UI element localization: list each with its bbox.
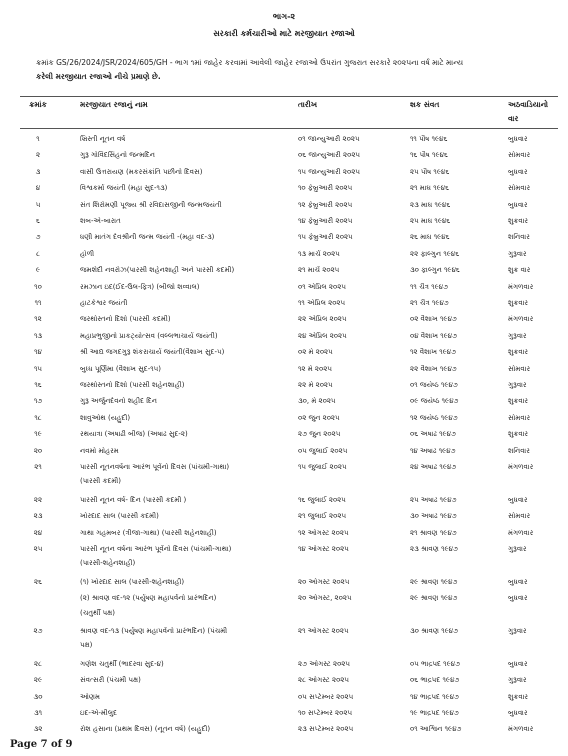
holiday-date: ૨૭ ઓગસ્ટ ૨૦૨૫: [298, 659, 351, 668]
holiday-date: ૨૨ એપ્રિલ ૨૦૨૫: [298, 315, 347, 324]
row-number: ૨૧: [34, 463, 42, 471]
shaka-samvat: ૩૦ અષાઢ ૧૯૪૭: [410, 512, 457, 521]
row-number: ૧૪: [34, 348, 42, 357]
holiday-name: ધણી માતંગ દેવશ્રીની જન્મ જયંતી -(મહા વદ-૩): [80, 233, 215, 242]
holiday-name: પારસી નૂતન વર્ષ- દિન (પારસી કદમી ): [80, 495, 187, 504]
holiday-date: ૨૨ મે ૨૦૨૫: [298, 381, 333, 389]
holiday-name: હાટકેશ્વર જયંતી: [80, 299, 128, 307]
table-row: [0, 529, 568, 547]
shaka-samvat: ૧૧ ચૈત્ર ૧૯૪૭: [410, 282, 448, 291]
shaka-samvat: ૦૯ જયેષ્ઠ ૧૯૪૭: [410, 397, 459, 406]
row-number: ૧૩: [33, 331, 43, 340]
shaka-samvat: ૧૨ જયેષ્ઠ ૧૯૪૭: [410, 413, 458, 422]
table-row: [0, 414, 568, 432]
weekday: બુધવાર: [508, 495, 528, 504]
row-number: ૫: [35, 200, 41, 209]
row-number: ૯: [35, 266, 41, 275]
holiday-date: ૨૭ જુન ૨૦૨૫: [298, 430, 341, 439]
shaka-samvat: ૨૧ ચૈત્ર ૧૯૪૭: [410, 299, 449, 307]
holiday-name: શબ-એ-બારાત: [80, 217, 121, 225]
holiday-name: (૧) ખોરદાદ સાલ (પારસી-શહેનશાહી): [80, 577, 185, 586]
holiday-name: નવમો મોહરમ: [80, 446, 119, 455]
shaka-samvat: ૨૯ શ્રાવણ ૧૯૪૭: [410, 577, 458, 586]
holiday-date: ૨૦ ઓગસ્ટ ૨૦૨૫: [298, 577, 350, 586]
table-row: [0, 512, 568, 530]
weekday: મંગળવાર: [508, 528, 534, 537]
holiday-date: ૧૦ ફેબ્રુઆરી ૨૦૨૫: [298, 184, 353, 193]
shaka-samvat: ૦૫ ભાદ્રપદ ૧૯૪૭: [410, 659, 460, 668]
header-day-2: વાર: [508, 114, 519, 123]
holiday-date: ૧૨ ઓગસ્ટ ૨૦૨૫: [298, 528, 349, 537]
shaka-samvat: ૨૨ વૈશાખ ૧૯૪૭: [410, 364, 457, 373]
row-number: ૨૩: [33, 512, 43, 521]
holiday-name: ગણેશ ચતુર્થી (ભાદરવા સુદ-૪): [80, 659, 164, 668]
shaka-samvat: ૦૪ વૈશાખ ૧૯૪૭: [410, 331, 458, 340]
row-number: ૧૧: [34, 299, 42, 307]
table-row: [0, 332, 568, 350]
weekday: ગુરૂવાર: [508, 381, 527, 389]
table-row: [0, 168, 568, 186]
weekday: ગુરૂવાર: [508, 676, 527, 685]
holiday-name: ગુરૂ ગોવિંદસિંહનો જન્મદિન: [80, 151, 155, 160]
shaka-samvat: ૦૧ જયેષ્ઠ ૧૯૪૭: [410, 381, 458, 389]
weekday: મંગળવાર: [508, 315, 534, 324]
holiday-date: ૦૧ એપ્રિલ ૨૦૨૫: [298, 282, 346, 291]
weekday: શનિવાર: [508, 446, 530, 455]
page-footer: Page 7 of 9: [10, 739, 73, 750]
table-row: [0, 365, 568, 383]
row-number: ૧: [36, 135, 40, 143]
holiday-date: ૨૦ ઓગસ્ટ, ૨૦૨૫: [298, 594, 352, 603]
table-top-rule: [20, 96, 558, 97]
table-row: [0, 201, 568, 219]
weekday: બુધવાર: [508, 659, 528, 668]
weekday: મંગળવાર: [508, 463, 534, 471]
weekday: શુક્રવાર: [508, 299, 529, 307]
holiday-name: પારસી નૂતન વર્ષના આરંભ પૂર્વેનો દિવસ (પાંચમી-ગાથા): [80, 545, 232, 553]
holiday-name: સંવત્સરી (પંચમી પક્ષ): [80, 676, 141, 685]
header-name: મરજીયાત રજાનું નામ: [80, 100, 148, 109]
table-row: [0, 578, 568, 596]
row-number: ૧૫: [33, 364, 43, 373]
weekday: મંગળવાર: [508, 725, 534, 734]
holiday-name-continued: (પારસી કદમી): [80, 477, 122, 486]
shaka-samvat: ૩૦ ફાલ્ગુન ૧૯૪૬: [410, 266, 460, 275]
table-row: [0, 381, 568, 399]
row-number: ૧૨: [34, 315, 42, 324]
row-number: ૮: [36, 249, 40, 258]
shaka-samvat: ૨૯ શ્રાવણ ૧૯૪૭: [410, 594, 458, 603]
shaka-samvat: ૨૧ માઘ ૧૯૪૬: [410, 184, 450, 193]
holiday-name-continued: (પારસી-શહેનશાહી): [80, 559, 136, 568]
shaka-samvat: ૦૨ વૈશાખ ૧૯૪૭: [410, 315, 457, 324]
weekday: સોમવાર: [508, 413, 531, 422]
shaka-samvat: ૦૧ આશ્વિન ૧૯૪૭: [410, 725, 462, 734]
table-row: [0, 725, 568, 743]
header-date: તારીખ: [298, 100, 317, 109]
shaka-samvat: ૦૬ અષાઢ ૧૯૪૭: [410, 430, 456, 439]
holiday-name: પારસી નૂતનવર્ષના આરંભ પૂર્વેનો દિવસ (પાંચમી-ગાથા): [80, 463, 230, 471]
table-header: [0, 98, 568, 126]
weekday: શુક્રવાર: [508, 692, 529, 701]
holiday-name: ઓણમ: [80, 692, 100, 701]
row-number: ૨: [35, 151, 41, 160]
shaka-samvat: ૧૬ પૌષ ૧૯૪૬: [410, 151, 448, 160]
table-row: [0, 709, 568, 727]
holiday-date: ૦૫ જુલાઈ ૨૦૨૫: [298, 446, 348, 455]
holiday-name: ગાથા ગહમબર (ત્રીજા-ગાથા) (પારસી શહેનશાહી): [80, 528, 217, 537]
holiday-date: ૧૨ મે ૨૦૨૫: [298, 364, 332, 373]
holiday-name: ઇદ-એ-મીલુદ: [80, 709, 117, 717]
table-row: [0, 430, 568, 448]
holiday-name: રમઝાન ઇદ(ઈદ-ઉલ-ફિત્ર) (બીજો શવ્વાલ): [80, 282, 200, 291]
holiday-date: ૨૩ સપ્ટેમ્બર ૨૦૨૫: [298, 725, 354, 734]
row-number: ૧૬: [34, 381, 42, 389]
shaka-samvat: ૧૯ ભાદ્રપદ ૧૯૪૭: [410, 709, 459, 717]
weekday: બુધવાર: [508, 167, 528, 176]
holiday-name: સંત શિરોમણી પૂજ્ય શ્રી રવિદાસજીની જન્મજયંતી: [80, 200, 222, 209]
weekday: બુધવાર: [508, 135, 528, 143]
shaka-samvat: ૨૧ શ્રાવણ ૧૯૪૭: [410, 528, 457, 537]
table-row: [0, 660, 568, 678]
holiday-date: ૨૪ એપ્રિલ ૨૦૨૫: [298, 331, 347, 340]
holiday-date: ૧૨ ફેબ્રુઆરી ૨૦૨૫: [298, 200, 353, 209]
holiday-date: ૧૩ માર્ચ ૨૦૨૫: [298, 249, 340, 258]
holiday-name: ખ્રિસ્તી નૂતન વર્ષ: [80, 135, 126, 143]
shaka-samvat: ૨૩ શ્રાવણ ૧૯૪૭: [410, 545, 458, 553]
holiday-name: મહાપ્રભુજીનો પ્રાકટ્યોત્સવ (વલ્લભાચાર્ય જયંતી): [80, 331, 218, 340]
intro-line-1: ક્રમાંક GS/26/2024/JSR/2024/605/GH - ભાગ ૧માં જાહેર કરવામાં આવેલી જાહેર રજાઓ ઉપરાંત ગુજરાત સરકારે ૨૦૨૫ના વર્ષ માટે માન્ય: [36, 58, 464, 67]
table-row: [0, 676, 568, 694]
holiday-name: જમશેદી નવરોઝ(પારસી શહેનશાહી અને પારસી કદમી): [80, 266, 235, 275]
table-row: [0, 184, 568, 202]
row-number: ૪: [35, 184, 41, 193]
table-row: [0, 447, 568, 465]
table-row: [0, 233, 568, 251]
holiday-name: રોશ હસાના (પ્રથમ દિવસ) (નૂતન વર્ષ) (યહુદી): [80, 725, 211, 734]
shaka-samvat: ૨૫ પૌષ ૧૯૪૬: [410, 167, 450, 176]
intro-line-2: કરેલી મરજીયાત રજાઓ નીચે પ્રમાણે છે.: [36, 72, 161, 81]
shaka-samvat: ૨૩ માઘ ૧૯૪૬: [410, 200, 451, 209]
holiday-date: ૨૧ માર્ચ ૨૦૨૫: [298, 266, 340, 275]
holiday-name: શ્રી આદ્ય જગદગુરૂ શંકરાચાર્ય જયંતી(વૈશાખ સુદ-૫): [80, 348, 225, 357]
row-number: ૧૭: [33, 397, 43, 406]
shaka-samvat: ૦૬ ભાદ્રપદ ૧૯૪૭: [410, 676, 460, 685]
holiday-date: ૨૧ ઓગસ્ટ ૨૦૨૫: [298, 627, 349, 635]
row-number: ૧૦: [34, 282, 42, 291]
holiday-name: જરથોસ્તનો દિશો (પારસી શહેનશાહી): [80, 381, 185, 389]
holiday-date: ૧૫ જાન્યુઆરી ૨૦૨૫: [298, 167, 360, 176]
shaka-samvat: ૧૪ ભાદ્રપદ ૧૯૪૭: [410, 692, 459, 701]
table-row: [0, 348, 568, 366]
weekday: મંગળવાર: [508, 282, 534, 291]
page-title: સરકારી કર્મચારીઓ માટે મરજીયાત રજાઓ: [213, 29, 355, 38]
holiday-name: રથયાત્રા (અષાઢી બીજ) (અષાઢ સુદ-૨): [80, 430, 188, 439]
holiday-date: ૦૨ મે ૨૦૨૫: [298, 348, 333, 357]
weekday: બુધવાર: [508, 709, 528, 717]
weekday: શુક્રવાર: [508, 217, 529, 225]
header-no: ક્રમાંક: [29, 100, 47, 109]
row-number: ૬: [36, 217, 40, 225]
holiday-name: હોળી: [80, 249, 95, 258]
row-number: ૧૮: [34, 413, 42, 422]
table-row: [0, 250, 568, 268]
row-number: ૩૦: [33, 692, 43, 701]
shaka-samvat: ૨૨ ફાલ્ગુન ૧૯૪૬: [410, 249, 460, 258]
holiday-date: ૧૬ જુલાઈ ૨૦૨૫: [298, 495, 346, 504]
weekday: ગુરૂવાર: [508, 627, 527, 635]
table-row: [0, 496, 568, 514]
row-number: ૧૯: [34, 430, 42, 439]
holiday-date: ૧૫ ફેબ્રુઆરી ૨૦૨૫: [298, 233, 353, 242]
row-number: ૨૭: [33, 627, 43, 635]
weekday: સોમવાર: [508, 512, 531, 521]
holiday-name-continued: પક્ષ): [80, 641, 93, 650]
row-number: ૨૨: [33, 495, 43, 504]
weekday: સોમવાર: [508, 184, 531, 193]
weekday: બુધવાર: [508, 200, 528, 209]
holiday-date: ૦૬ જાન્યુઆરી ૨૦૨૫: [298, 151, 361, 160]
table-row: [0, 397, 568, 415]
holiday-date: ૨૧ જુલાઈ ૨૦૨૫: [298, 512, 347, 521]
weekday: ગુરૂવાર: [508, 249, 527, 258]
weekday: સોમવાર: [508, 151, 531, 160]
row-number: ૨૪: [33, 528, 43, 537]
holiday-date: ૨૮ ઓગસ્ટ ૨૦૨૫: [298, 676, 349, 685]
weekday: સોમવાર: [508, 364, 531, 373]
holiday-date: ૦૧ જાન્યુઆરી ૨૦૨૫: [298, 135, 360, 143]
header-shaka: શક સંવત: [410, 100, 440, 109]
table-row: [0, 315, 568, 333]
shaka-samvat: ૧૨ વૈશાખ ૧૯૪૭: [410, 348, 456, 357]
holiday-date: ૦૫ સપ્ટેમ્બર ૨૦૨૫: [298, 692, 354, 701]
weekday: શનિવાર: [508, 233, 530, 242]
weekday: ગુરૂવાર: [508, 545, 527, 553]
holiday-date: ૧૦ સપ્ટેમ્બર ૨૦૨૫: [298, 709, 353, 717]
holiday-date: ૧૫ જુલાઈ ૨૦૨૫: [298, 463, 347, 471]
holiday-name-continued: (ચતુર્થી પક્ષ): [80, 608, 115, 617]
row-number: ૩૨: [33, 725, 43, 734]
shaka-samvat: ૧૧ પૌષ ૧૯૪૬: [410, 135, 448, 143]
row-number: ૩: [35, 167, 41, 176]
row-number: ૨૯: [33, 676, 43, 685]
table-row: [0, 283, 568, 301]
table-row: [0, 217, 568, 235]
header-day: અઠવાડિયાનો: [508, 100, 549, 109]
weekday: શુક્ર વાર: [508, 266, 531, 275]
holiday-date: ૦૨ જુન ૨૦૨૫: [298, 413, 340, 422]
row-number: ૨૦: [33, 446, 43, 455]
weekday: શુક્રવાર: [508, 348, 529, 357]
table-header-rule: [20, 128, 558, 129]
holiday-name: ગુરૂ અર્જુનદેવનો શહીદ દિન: [80, 397, 157, 406]
table-row: [0, 299, 568, 317]
table-row: [0, 135, 568, 153]
weekday: ગુરૂવાર: [508, 331, 527, 340]
holiday-name: શ્રાવણ વદ-૧૩ (પર્યુષણ મહાપર્વનો પ્રારંભદિન) (પંચમી: [80, 627, 228, 635]
table-row: [0, 266, 568, 284]
weekday: શુક્રવાર: [508, 430, 529, 439]
holiday-date: ૩૦, મે ૨૦૨૫: [298, 397, 336, 406]
holiday-name: વાસી ઉત્તરાયણ (મકરસંક્રાંતિ પછીનો દિવસ): [80, 167, 203, 176]
holiday-name: (૨) શ્રાવણ વદ-૧૨ (પર્યુષણ મહાપર્વનો પ્રારંભદિન): [80, 594, 217, 603]
weekday: બુધવાર: [508, 577, 528, 586]
intro-paragraph: [36, 56, 536, 84]
holiday-date: ૧૪ ફેબ્રુઆરી ૨૦૨૫: [298, 217, 353, 225]
part-heading: ભાગ-૨: [272, 12, 296, 21]
shaka-samvat: ૨૫ માઘ ૧૯૪૬: [410, 217, 451, 225]
shaka-samvat: ૧૪ અષાઢ ૧૯૪૭: [410, 446, 456, 455]
holiday-name: વિશ્વકર્મા જયંતી (મહા સુદ-૧૩): [80, 184, 168, 193]
shaka-samvat: ૨૬ માઘ ૧૯૪૬: [410, 233, 450, 242]
weekday: બુધવાર: [508, 594, 528, 603]
row-number: ૩૧: [33, 709, 43, 717]
table-row: [0, 151, 568, 169]
holiday-date: ૧૧ એપ્રિલ ૨૦૨૫: [298, 299, 346, 307]
shaka-samvat: ૩૦ શ્રાવણ ૧૯૪૭: [410, 627, 458, 635]
weekday: શુક્રવાર: [508, 397, 529, 406]
holiday-date: ૧૪ ઓગસ્ટ ૨૦૨૫: [298, 545, 349, 553]
row-number: ૨૬: [33, 577, 43, 586]
shaka-samvat: ૨૫ અષાઢ ૧૯૪૭: [410, 495, 457, 504]
row-number: ૭: [35, 233, 41, 242]
shaka-samvat: ૨૪ અષાઢ ૧૯૪૭: [410, 463, 457, 471]
table-row: [0, 693, 568, 711]
holiday-name: બુધ્ધ પૂર્ણિમા (વૈશાખ સુદ-૧૫): [80, 364, 161, 373]
row-number: ૨૮: [34, 659, 42, 668]
holiday-name: ખોરદાદ સાલ (પારસી કદમી): [80, 512, 159, 521]
row-number: ૨૫: [33, 545, 43, 553]
holiday-name: જરથોસ્તનો દિશો (પારસી કદમી): [80, 315, 171, 324]
holiday-name: શાવુઓથ (યહુદી): [80, 413, 131, 422]
